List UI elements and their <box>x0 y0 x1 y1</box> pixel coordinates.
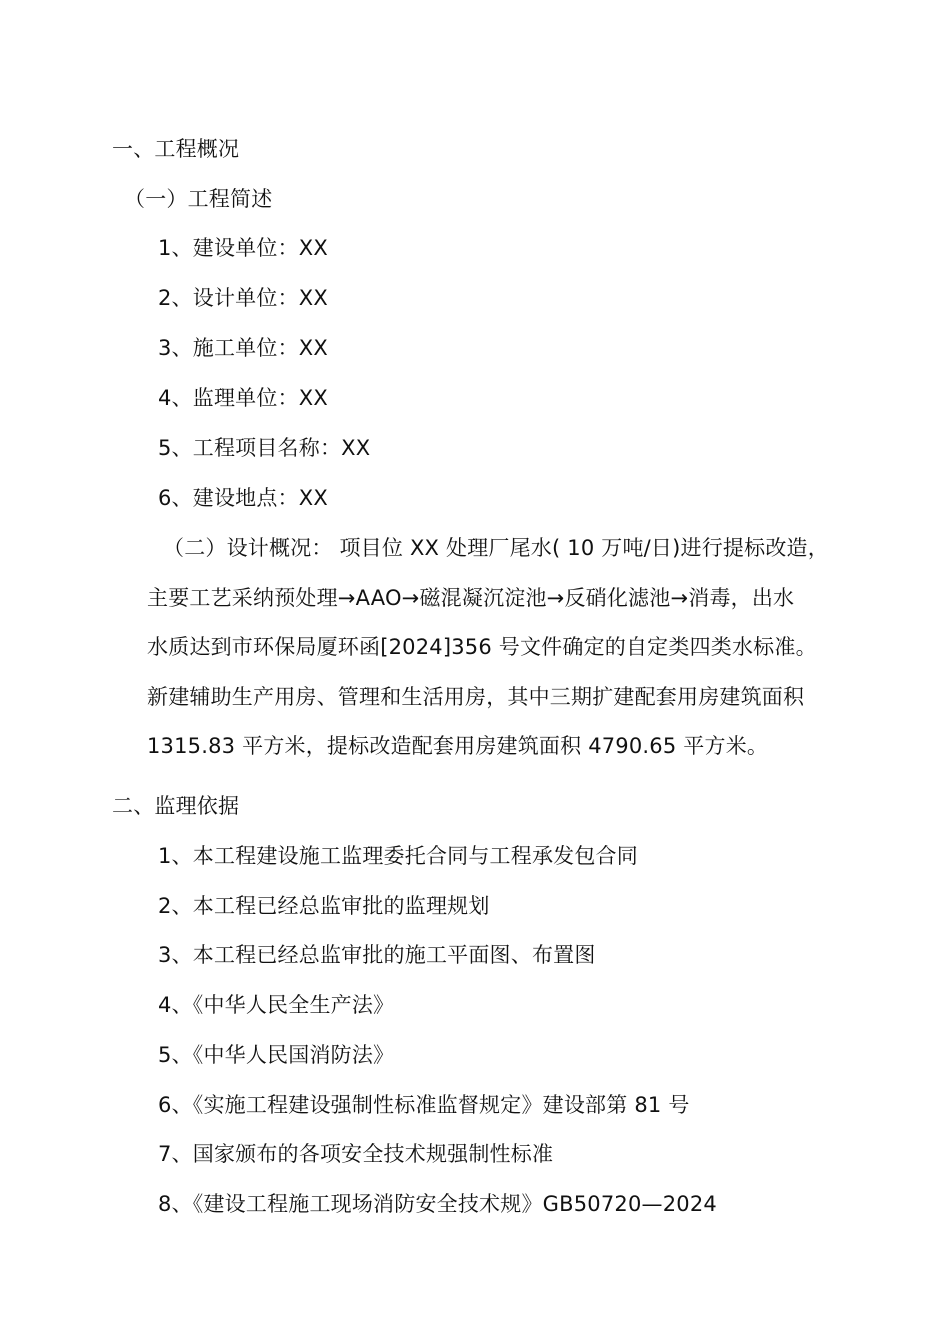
section-heading-overview: 一、工程概况 <box>112 137 240 161</box>
list-item: 7、国家颁布的各项安全技术规强制性标准 <box>158 1142 554 1166</box>
list-item: 3、施工单位：XX <box>158 336 328 360</box>
section-heading-basis: 二、监理依据 <box>112 794 240 818</box>
list-item: 1、本工程建设施工监理委托合同与工程承发包合同 <box>158 844 638 868</box>
list-item: 8、《建设工程施工现场消防安全技术规》GB50720—2024 <box>158 1192 717 1216</box>
design-overview-line: 1315.83 平方米，提标改造配套用房建筑面积 4790.65 平方米。 <box>147 734 769 758</box>
list-item: 1、建设单位：XX <box>158 236 328 260</box>
design-overview-line: 新建辅助生产用房、管理和生活用房，其中三期扩建配套用房建筑面积 <box>147 685 805 709</box>
subsection-heading-summary: （一）工程简述 <box>124 187 273 211</box>
list-item: 4、《中华人民全生产法》 <box>158 993 395 1017</box>
design-overview-line: 主要工艺采纳预处理→AAO→磁混凝沉淀池→反硝化滤池→消毒，出水 <box>147 586 795 610</box>
list-item: 3、本工程已经总监审批的施工平面图、布置图 <box>158 943 596 967</box>
list-item: 5、《中华人民国消防法》 <box>158 1043 395 1067</box>
list-item: 2、设计单位：XX <box>158 286 328 310</box>
list-item: 6、建设地点：XX <box>158 486 328 510</box>
list-item: 2、本工程已经总监审批的监理规划 <box>158 894 490 918</box>
design-overview-line: （二）设计概况： 项目位 XX 处理厂尾水( 10 万吨/日)进行提标改造， <box>163 536 829 560</box>
design-overview-line: 水质达到市环保局厦环函[2024]356 号文件确定的自定类四类水标准。 <box>147 635 817 659</box>
list-item: 4、监理单位：XX <box>158 386 328 410</box>
list-item: 5、工程项目名称：XX <box>158 436 371 460</box>
list-item: 6、《实施工程建设强制性标准监督规定》建设部第 81 号 <box>158 1093 690 1117</box>
